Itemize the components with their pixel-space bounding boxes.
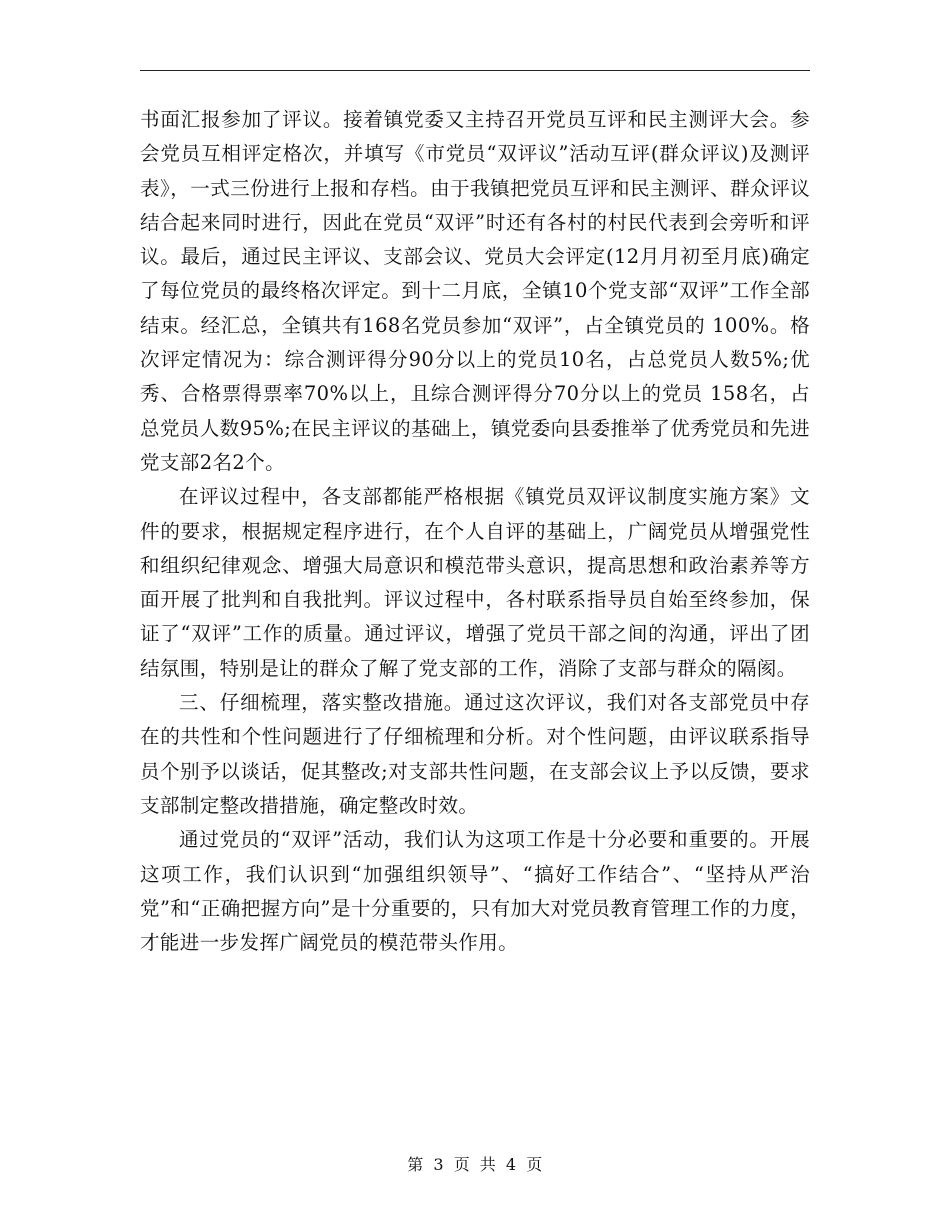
- paragraph-review-process: 在评议过程中，各支部都能严格根据《镇党员双评议制度实施方案》文件的要求，根据规定程序进行，在个人自评的基础上，广阔党员从增强党性和组织纪律观念、增强大局意识和模范带头意识，提高思想和政治素养等方面开展了批判和自我批判。评议过程中，各村联系指导员自始至终参加，保证了“双评”工作的质量。通过评议，增强了党员干部之间的沟通，评出了团结氛围，特别是让的群众了解了党支部的工作，消除了支部与群众的隔阂。: [140, 485, 810, 680]
- footer-suffix: 页: [526, 1155, 543, 1174]
- footer-total-pages: 4: [505, 1155, 517, 1174]
- footer-page-word: 页: [453, 1155, 471, 1174]
- footer-current-page: 3: [433, 1155, 445, 1174]
- paragraph-continuation: 书面汇报参加了评议。接着镇党委又主持召开党员互评和民主测评大会。参会党员互相评定格次，并填写《市党员“双评议”活动互评(群众评议)及测评表》，一式三份进行上报和存档。由于我镇把党员互评和民主测评、群众评议结合起来同时进行，因此在党员“双评”时还有各村的村民代表到会旁听和评议。最后，通过民主评议、支部会议、党员大会评定(12月月初至月底)确定了每位党员的最终格次评定。到十二月底，全镇10个党支部“双评”工作全部结束。经汇总，全镇共有168名党员参加“双评”，占全镇党员的 100%。格次评定情况为：综合测评得分90分以上的党员10名，占总党员人数5%;优秀、合格票得票率70%以上，且综合测评得分70分以上的党员 158名，占总党员人数95%;在民主评议的基础上，镇党委向县委推举了优秀党员和先进党支部2名2个。: [140, 108, 810, 474]
- document-body: [140, 103, 810, 960]
- footer-total-word: 共: [479, 1155, 497, 1174]
- paragraph-rectification: 三、仔细梳理，落实整改措施。通过这次评议，我们对各支部党员中存在的共性和个性问题进行了仔细梳理和分析。对个性问题，由评议联系指导员个别予以谈话，促其整改;对支部共性问题，在支部会议上予以反馈，要求支部制定整改措措施，确定整改时效。: [140, 691, 810, 817]
- paragraph-conclusion: 通过党员的“双评”活动，我们认为这项工作是十分必要和重要的。开展这项工作，我们认识到“加强组织领导”、“搞好工作结合”、“坚持从严治党”和“正确把握方向”是十分重要的，只有加大对党员教育管理工作的力度，才能进一步发挥广阔党员的模范带头作用。: [140, 828, 810, 955]
- header-rule: [140, 70, 810, 71]
- footer-prefix: 第: [407, 1155, 424, 1174]
- page-footer: [0, 1154, 950, 1176]
